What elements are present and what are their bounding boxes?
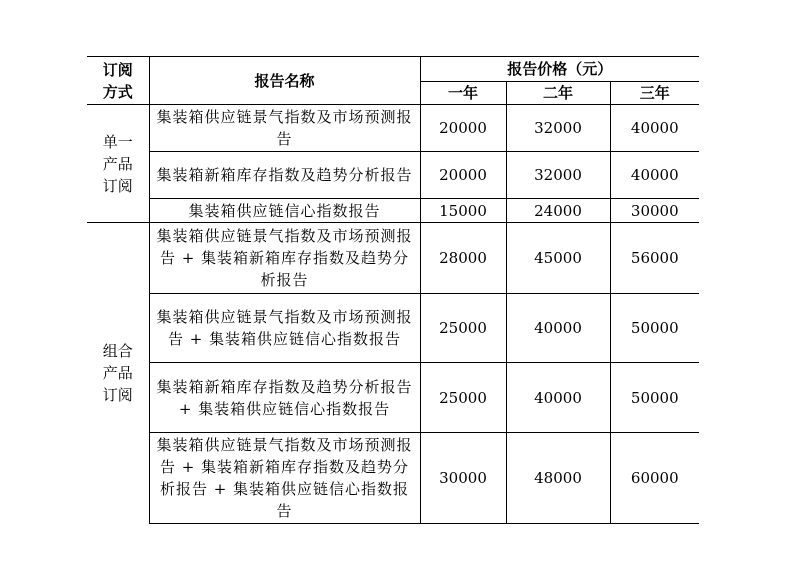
price-3y: 30000 [610,199,699,223]
header-report-name: 报告名称 [149,57,420,105]
table-row [87,294,699,363]
header-price-group: 报告价格（元） [420,57,699,82]
table-row [87,152,699,199]
price-3y: 50000 [610,363,699,433]
header-method: 订阅方式 [87,57,149,105]
report-name: 集装箱供应链信心指数报告 [149,199,420,223]
price-2y: 24000 [506,199,610,223]
method-combo: 组合产品订阅 [87,223,149,524]
price-3y: 50000 [610,294,699,363]
price-1y: 28000 [420,223,506,294]
table-row [87,433,699,524]
price-1y: 25000 [420,363,506,433]
price-2y: 45000 [506,223,610,294]
header-year-1: 一年 [420,82,506,105]
table-row [87,105,699,152]
report-name: 集装箱供应链景气指数及市场预测报告 + 集装箱新箱库存指数及趋势分析报告 [149,223,420,294]
method-single: 单一产品订阅 [87,105,149,223]
price-1y: 25000 [420,294,506,363]
price-2y: 40000 [506,363,610,433]
price-2y: 32000 [506,152,610,199]
report-name: 集装箱供应链景气指数及市场预测报告 [149,105,420,152]
report-name: 集装箱新箱库存指数及趋势分析报告 [149,152,420,199]
price-2y: 32000 [506,105,610,152]
header-year-3: 三年 [610,82,699,105]
price-3y: 56000 [610,223,699,294]
price-3y: 40000 [610,105,699,152]
table-row [87,223,699,294]
price-table [87,56,699,524]
price-2y: 40000 [506,294,610,363]
price-1y: 20000 [420,105,506,152]
header-year-2: 二年 [506,82,610,105]
price-1y: 30000 [420,433,506,524]
table-row [87,199,699,223]
report-name: 集装箱供应链景气指数及市场预测报告 + 集装箱新箱库存指数及趋势分析报告 + 集装箱供应链信心指数报告 [149,433,420,524]
price-1y: 20000 [420,152,506,199]
price-3y: 40000 [610,152,699,199]
header-row-1 [87,57,699,82]
report-name: 集装箱供应链景气指数及市场预测报告 + 集装箱供应链信心指数报告 [149,294,420,363]
price-2y: 48000 [506,433,610,524]
report-name: 集装箱新箱库存指数及趋势分析报告 + 集装箱供应链信心指数报告 [149,363,420,433]
price-3y: 60000 [610,433,699,524]
price-1y: 15000 [420,199,506,223]
table-row [87,363,699,433]
